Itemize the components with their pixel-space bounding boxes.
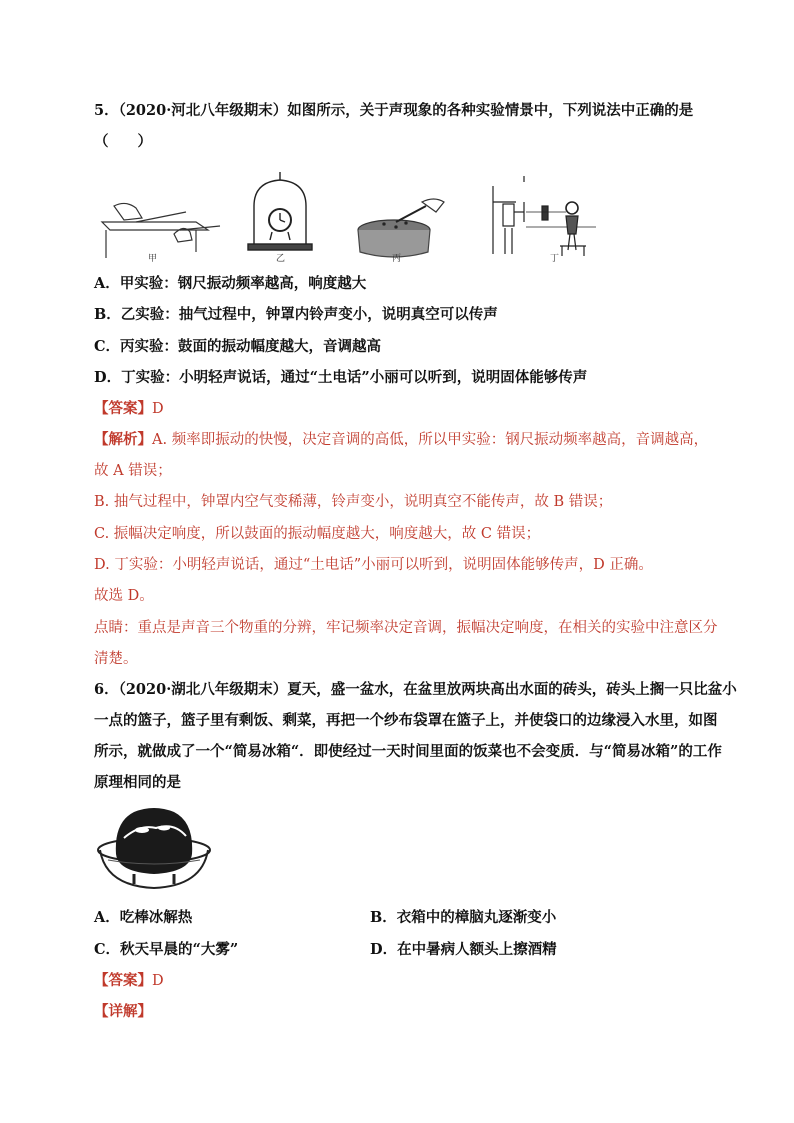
q5-analysis-line-1: 【解析】A. 频率即振动的快慢，决定音调的高低，所以甲实验：钢尺振动频率越高，音调越高， bbox=[94, 431, 709, 448]
q6-detail bbox=[94, 1002, 152, 1022]
q6-answer bbox=[94, 971, 164, 991]
detail-label: 【详解】 bbox=[94, 1003, 152, 1020]
q6-option-a: A．吃棒冰解热 bbox=[94, 909, 193, 926]
q5-answer bbox=[94, 399, 164, 419]
q5-option-b: B．乙实验：抽气过程中，钟罩内铃声变小，说明真空可以传声 bbox=[94, 306, 498, 323]
answer-value: D bbox=[152, 401, 164, 417]
q5-option-a: A．甲实验：钢尺振动频率越高，响度越大 bbox=[94, 275, 367, 292]
q6-option-b: B．衣箱中的樟脑丸逐渐变小 bbox=[370, 909, 557, 926]
q5-analysis-line-8: 清楚。 bbox=[94, 651, 138, 667]
q5-figure bbox=[96, 172, 616, 264]
q6-option-d: D．在中暑病人额头上擦酒精 bbox=[370, 941, 557, 958]
q5-analysis-line-2: 故 A 错误； bbox=[94, 463, 172, 479]
answer-label: 【答案】 bbox=[94, 400, 152, 417]
answer-value: D bbox=[152, 973, 164, 989]
q5-option-d: D．丁实验：小明轻声说话，通过“土电话”小丽可以听到，说明固体能够传声 bbox=[94, 369, 588, 386]
q5-paren: （ ） bbox=[94, 133, 152, 150]
label-bing: 丙 bbox=[392, 254, 402, 264]
q6-stem-line-1: 6．（2020·湖北八年级期末）夏天，盛一盆水，在盆里放两块高出水面的砖头，砖头上搁一只比盆小 bbox=[94, 681, 737, 698]
q5-analysis-line-4: C. 振幅决定响度，所以鼓面的振动幅度越大，响度越大，故 C 错误； bbox=[94, 526, 541, 542]
q6-stem-line-2: 一点的篮子，篮子里有剩饭、剩菜，再把一个纱布袋罩在篮子上，并使袋口的边缘浸入水里，如图 bbox=[94, 712, 718, 729]
answer-label: 【答案】 bbox=[94, 972, 152, 989]
q6-option-c: C．秋天早晨的“大雾” bbox=[94, 941, 239, 958]
q5-option-c: C．丙实验：鼓面的振动幅度越大，音调越高 bbox=[94, 338, 382, 355]
label-jia: 甲 bbox=[148, 254, 158, 264]
q6-figure bbox=[94, 802, 214, 898]
q5-analysis-line-7: 点睛：重点是声音三个物重的分辨，牢记频率决定音调，振幅决定响度，在相关的实验中注意区分 bbox=[94, 620, 718, 636]
label-yi: 乙 bbox=[276, 254, 286, 264]
q5-stem: 5．（2020·河北八年级期末）如图所示，关于声现象的各种实验情景中，下列说法中正确的是 bbox=[94, 102, 694, 119]
q5-analysis-line-5: D. 丁实验：小明轻声说话，通过“土电话”小丽可以听到，说明固体能够传声，D 正确。 bbox=[94, 557, 653, 573]
q5-analysis-line-6: 故选 D。 bbox=[94, 588, 154, 604]
q6-stem-line-3: 所示，就做成了一个“简易冰箱“．即使经过一天时间里面的饭菜也不会变质．与“简易冰箱”的工作 bbox=[94, 743, 722, 760]
label-ding: 丁 bbox=[550, 254, 560, 264]
q6-stem-line-4: 原理相同的是 bbox=[94, 774, 181, 791]
analysis-label: 【解析】 bbox=[94, 431, 152, 448]
q5-analysis-line-3: B. 抽气过程中，钟罩内空气变稀薄，铃声变小，说明真空不能传声，故 B 错误； bbox=[94, 494, 613, 510]
